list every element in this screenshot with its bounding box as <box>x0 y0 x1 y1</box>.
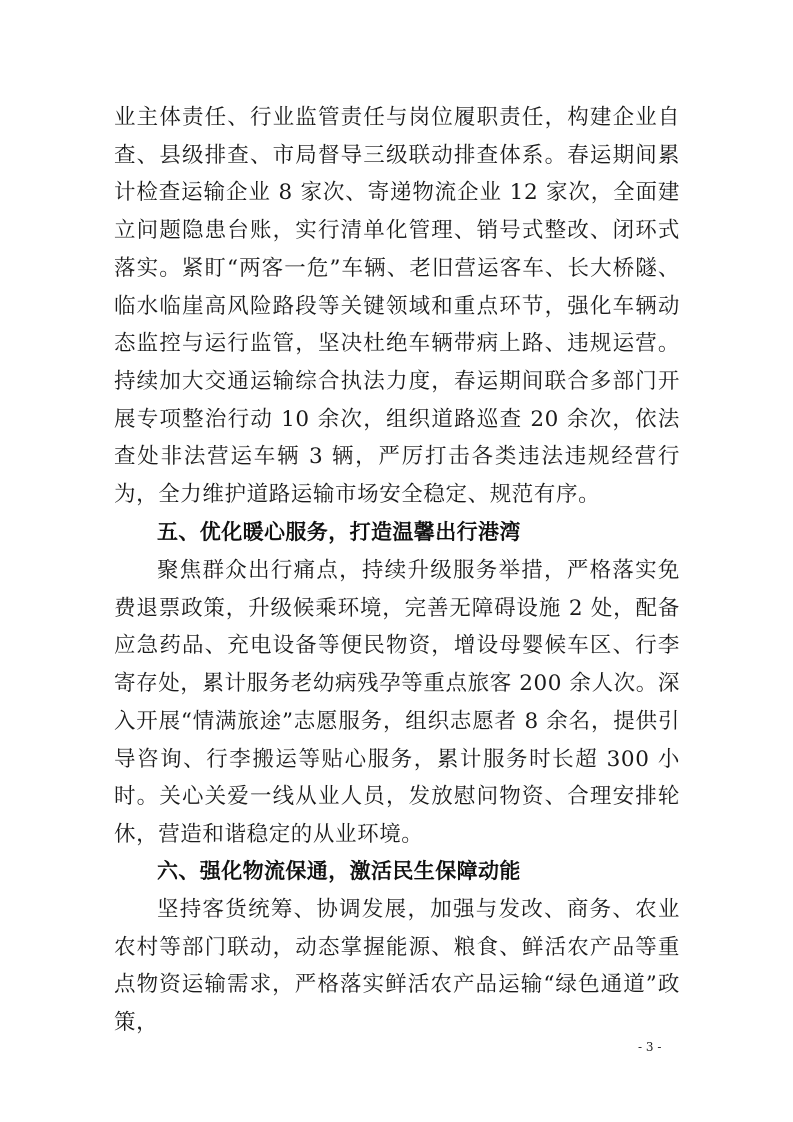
section-heading-6: 六、强化物流保通，激活民生保障动能 <box>157 859 521 883</box>
section-heading-5: 五、优化暖心服务，打造温馨出行港湾 <box>157 520 521 544</box>
body-paragraph-logistics: 坚持客货统筹、协调发展，加强与发改、商务、农业农村等部门联动，动态掌握能源、粮食、鲜活农产品等重点物资运输需求，严格落实鲜活农产品运输“绿色通道”政策， <box>114 897 680 1036</box>
page-number: - 3 - <box>638 1040 662 1054</box>
body-paragraph-continued: 业主体责任、行业监管责任与岗位履职责任，构建企业自查、县级排查、市局督导三级联动排查体系。春运期间累计检查运输企业 8 家次、寄递物流企业 12 家次，全面建立问题隐患台账，实行清单化管理、销号式整改、闭环式落实。紧盯“两客一危”车辆、老旧营运客车、长大桥隧、临水临崖高风险路段等关键领域和重点环节，强化车辆动态监控与运行监管，坚决杜绝车辆带病上路、违规运营。持续加大交通运输综合执法力度，春运期间联合多部门开展专项整治行动 10 余次，组织道路巡查 20 余次，依法查处非法营运车辆 3 辆，严厉打击各类违法违规经营行为，全力维护道路运输市场安全稳定、规范有序。 <box>114 105 680 508</box>
body-paragraph-service: 聚焦群众出行痛点，持续升级服务举措，严格落实免费退票政策，升级候乘环境，完善无障碍设施 2 处，配备应急药品、充电设备等便民物资，增设母婴候车区、行李寄存处，累计服务老幼病残孕等重点旅客 200 余人次。深入开展“情满旅途”志愿服务，组织志愿者 8 余名，提供引导咨询、行李搬运等贴心服务，累计服务时长超 300 小时。关心关爱一线从业人员，发放慰问物资、合理安排轮休，营造和谐稳定的从业环境。 <box>114 558 681 847</box>
